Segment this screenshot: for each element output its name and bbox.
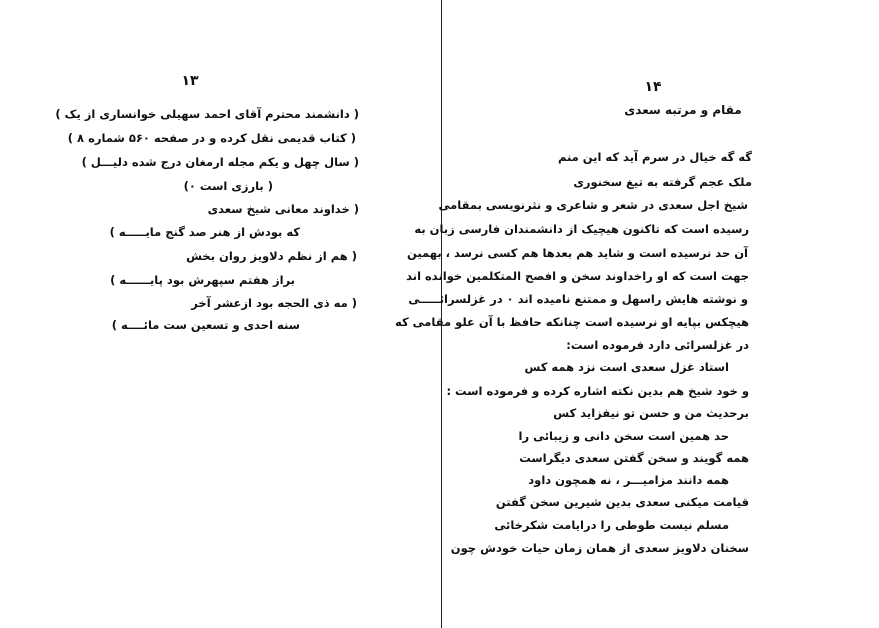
right-line-1: گه گه خیال در سرم آید که این منم [557,150,752,164]
right-line-18: سخنان دلاویز سعدی از همان زمان حیات خودش چون [450,541,749,555]
right-line-17: مسلم نیست طوطی را درایامت شکرخائی [494,518,729,532]
right-line-9: در غزلسرائی دارد فرموده است: [566,338,749,352]
left-line-6: که بودش از هنر صد گنج مایـــــه ) [109,225,300,239]
right-line-8: هیچکس بپایه او نرسیده است چنانکه حافظ با آن علو مقامی که [394,315,749,329]
right-line-6: جهت است که او راخداوند سخن و افصح المتکلمین خوانده اند [406,269,749,283]
right-line-5: آن حد نرسیده است و شاید هم بعدها هم کسی نرسد ، بهمین [406,246,748,260]
right-line-11: و خود شیخ هم بدین نکته اشاره کرده و فرموده است : [446,384,749,398]
chapter-title: مقام و مرتبه سعدی [624,103,742,117]
right-line-4: رسیده است که تاکنون هیچیک از دانشمندان فارسی زبان به [414,222,749,236]
left-line-1: ( دانشمند محترم آقای احمد سهیلی خوانساری از یک ) [55,107,359,121]
right-line-7: و نوشته هایش راسهل و ممتنع نامیده اند ٠ در غزلسرائـــــی [408,292,748,306]
left-page-number: ١٣ [181,73,199,89]
right-line-2: ملک عجم گرفته به تیغ سخنوری [573,175,752,189]
right-page-number: ١۴ [644,79,662,95]
right-line-15: همه دانند مزامیـــر ، نه همچون داود [528,473,729,487]
left-line-10: سنه احدی و تسعین ست مائــــه ) [111,318,300,332]
right-page [394,0,879,628]
left-line-8: براز هفتم سپهرش بود پایــــــه ) [110,273,295,287]
left-line-3: ( سال چهل و یکم مجله ارمغان درج شده دلیـــل ) [81,155,359,169]
right-line-12: برحدیث من و حسن تو نیفزاید کس [553,406,749,420]
right-line-13: حد همین است سخن دانی و زیبائی را [518,429,729,443]
left-line-2: ( کتاب قدیمی نقل کرده و در صفحه ۵۶۰ شماره ۸ ) [67,131,356,145]
left-line-9: ( مه ذی الحجه بود ازعشر آخر [191,296,357,310]
right-line-14: همه گویند و سخن گفتن سعدی دیگراست [519,451,749,465]
left-line-5: ( خداوند معانی شیخ سعدی [207,202,359,216]
right-line-16: قیامت میکنی سعدی بدین شیرین سخن گفتن [495,495,749,509]
left-line-7: ( هم از نظم دلاویز روان بخش [186,249,357,263]
page-gutter-divider [441,0,442,628]
right-line-3: شیخ اجل سعدی در شعر و شاعری و نثرنویسی بمقامی [438,198,748,212]
left-line-4: ( بارزی است ٠) [183,179,273,193]
right-line-10: استاد غزل سعدی است نزد همه کس [524,360,729,374]
